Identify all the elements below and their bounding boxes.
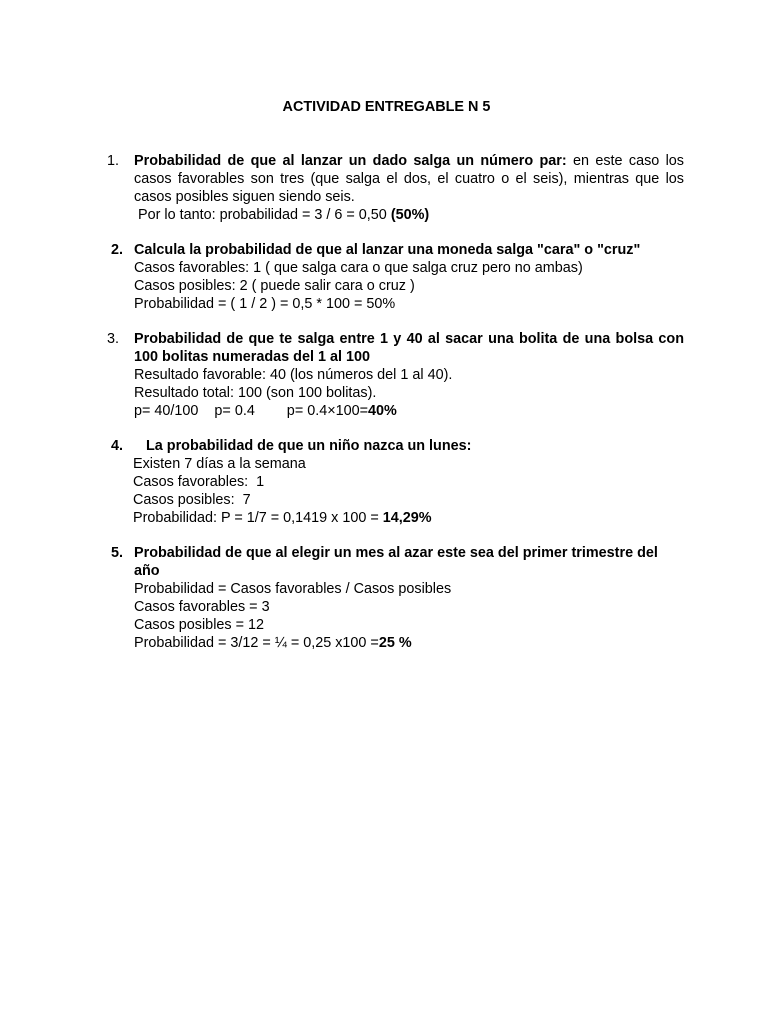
item-body bbox=[134, 152, 684, 224]
item-heading: Probabilidad de que al elegir un mes al azar este sea del primer trimestre del año bbox=[134, 545, 658, 579]
item-result-bold: 14,29% bbox=[382, 510, 432, 526]
item-body bbox=[134, 330, 684, 420]
item-line: Casos posibles: 2 ( puede salir cara o cruz ) bbox=[134, 278, 415, 294]
item-line: Casos favorables: 1 bbox=[133, 474, 265, 490]
item-result-text: Probabilidad = 3/12 = ¼ = 0,25 x100 = bbox=[134, 635, 379, 651]
item-number: 4. bbox=[111, 438, 124, 454]
item-heading: Probabilidad de que te salga entre 1 y 40 al sacar una bolita de una bolsa con 100 bolitas numeradas del 1 al 100 bbox=[134, 331, 684, 365]
item-result-bold: 25 % bbox=[378, 635, 412, 651]
item-line: Casos favorables: 1 ( que salga cara o que salga cruz pero no ambas) bbox=[134, 260, 583, 276]
item-line: Casos favorables = 3 bbox=[134, 599, 270, 615]
item-number: 1. bbox=[107, 153, 120, 169]
item-line: Probabilidad = Casos favorables / Casos posibles bbox=[134, 581, 452, 597]
item-line: Resultado total: 100 (son 100 bolitas). bbox=[134, 385, 377, 401]
page-title: ACTIVIDAD ENTREGABLE N 5 bbox=[282, 99, 491, 115]
item-line: Existen 7 días a la semana bbox=[133, 456, 306, 472]
item-line: Probabilidad = ( 1 / 2 ) = 0,5 * 100 = 50% bbox=[134, 296, 396, 312]
item-line: Resultado favorable: 40 (los números del 1 al 40). bbox=[134, 367, 453, 383]
item-line: Casos posibles = 12 bbox=[134, 617, 264, 633]
item-heading-tail: en este caso los casos favorables son tres (que salga el dos, el cuatro o el seis), mientras que los casos posibles siguen siendo seis. bbox=[134, 153, 684, 205]
item-body bbox=[134, 241, 684, 313]
item-body bbox=[134, 544, 684, 652]
item-body bbox=[133, 437, 683, 527]
item-heading: Calcula la probabilidad de que al lanzar una moneda salga "cara" o "cruz" bbox=[134, 242, 641, 258]
item-line: Casos posibles: 7 bbox=[133, 492, 251, 508]
item-number: 2. bbox=[111, 242, 124, 258]
item-heading: Probabilidad de que al lanzar un dado salga un número par: bbox=[134, 153, 567, 169]
item-number: 5. bbox=[111, 545, 124, 561]
item-result-text: Por lo tanto: probabilidad = 3 / 6 = 0,50 bbox=[138, 207, 391, 223]
item-result-bold: (50%) bbox=[390, 207, 430, 223]
item-heading: La probabilidad de que un niño nazca un lunes: bbox=[146, 438, 472, 454]
item-result-bold: 40% bbox=[368, 403, 397, 419]
item-number: 3. bbox=[107, 331, 120, 347]
item-result-text: Probabilidad: P = 1/7 = 0,1419 x 100 = bbox=[133, 510, 383, 526]
item-result-text: p= 40/100 p= 0.4 p= 0.4×100= bbox=[134, 403, 369, 419]
